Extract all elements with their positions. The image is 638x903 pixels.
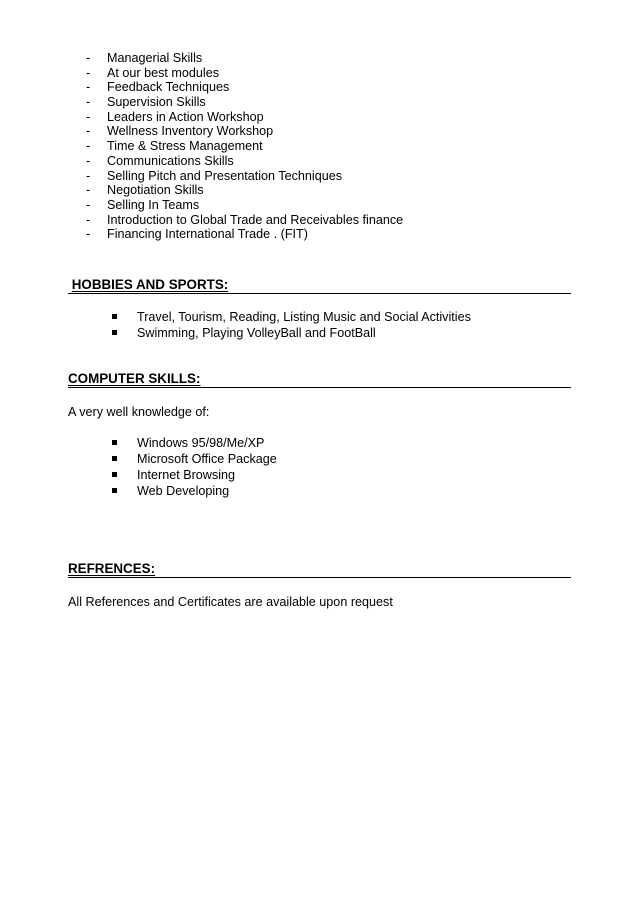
square-bullet-icon [112, 472, 117, 477]
training-item: Time & Stress Management [107, 139, 263, 154]
training-item: Managerial Skills [107, 51, 203, 65]
dash-bullet: - [86, 197, 91, 212]
training-item: Feedback Techniques [107, 80, 230, 95]
dash-bullet: - [86, 65, 91, 80]
dash-bullet: - [86, 227, 91, 242]
dash-bullet: - [86, 153, 91, 168]
training-item: Introduction to Global Trade and Receivables finance [107, 212, 404, 227]
computer-skill-item: Internet Browsing [137, 468, 236, 482]
computer-skill-item: Web Developing [137, 484, 230, 498]
dash-bullet: - [86, 168, 91, 183]
hobby-item: Travel, Tourism, Reading, Listing Music and Social Activities [137, 310, 471, 324]
dash-bullet: - [86, 51, 91, 65]
square-bullet-icon [112, 440, 117, 445]
square-bullet-icon [112, 314, 117, 319]
square-bullet-icon [112, 456, 117, 461]
training-item: Selling Pitch and Presentation Techniques [107, 168, 343, 183]
training-item: Negotiation Skills [107, 183, 204, 198]
references-heading [68, 561, 571, 578]
training-item: Communications Skills [107, 153, 234, 168]
training-item: Leaders in Action Workshop [107, 109, 264, 124]
training-item: Wellness Inventory Workshop [107, 124, 274, 139]
hobbies-heading [68, 277, 571, 294]
training-item: Financing International Trade . (FIT) [107, 227, 308, 242]
computer-skills-heading-text: COMPUTER SKILLS: [68, 371, 201, 386]
dash-bullet: - [86, 95, 91, 110]
computer-skill-item: Windows 95/98/Me/XP [137, 436, 265, 450]
computer-skills-heading [68, 371, 571, 388]
square-bullet-icon [112, 488, 117, 493]
dash-bullet: - [86, 139, 91, 154]
training-item: Selling In Teams [107, 197, 200, 212]
square-bullet-icon [112, 330, 117, 335]
dash-bullet: - [86, 212, 91, 227]
references-heading-text: REFRENCES: [68, 561, 156, 576]
references-text: All References and Certificates are available upon request [68, 595, 393, 609]
hobbies-heading-text: HOBBIES AND SPORTS: [71, 277, 229, 292]
computer-skill-item: Microsoft Office Package [137, 452, 277, 466]
training-item: Supervision Skills [107, 95, 206, 110]
hobby-item: Swimming, Playing VolleyBall and FootBall [137, 326, 376, 340]
dash-bullet: - [86, 183, 91, 198]
dash-bullet: - [86, 124, 91, 139]
training-item: At our best modules [107, 65, 220, 80]
computer-skills-intro: A very well knowledge of: [68, 405, 210, 419]
dash-bullet: - [86, 80, 91, 95]
dash-bullet: - [86, 109, 91, 124]
